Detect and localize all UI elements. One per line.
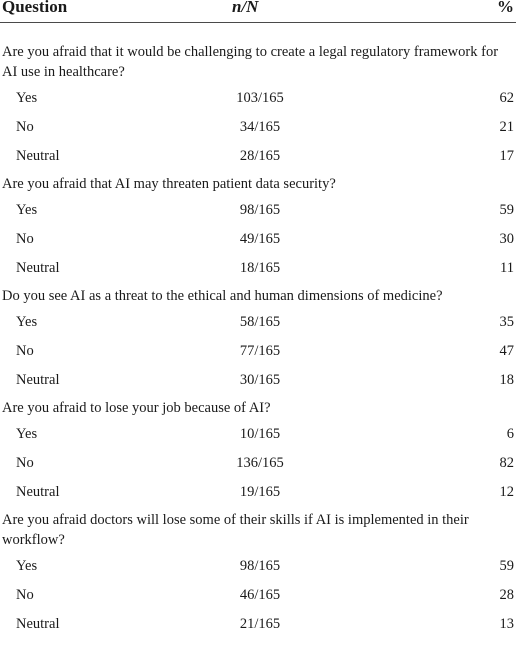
answer-label: Yes xyxy=(16,202,38,218)
question-row: Are you afraid that AI may threaten patient data security? xyxy=(2,176,336,192)
count-cell: 34/165 xyxy=(239,119,281,135)
answer-label: Yes xyxy=(16,314,38,330)
answer-label: Neutral xyxy=(16,616,60,632)
table-row xyxy=(0,421,516,450)
answer-label: No xyxy=(16,119,34,135)
count-cell: 18/165 xyxy=(239,260,281,276)
count-cell: 77/165 xyxy=(239,343,281,359)
percent-cell: 59 xyxy=(499,202,514,218)
table-row xyxy=(0,611,516,640)
header-question: Question xyxy=(2,0,68,16)
count-cell: 98/165 xyxy=(239,558,281,574)
percent-cell: 17 xyxy=(499,148,514,164)
question-row: Are you afraid to lose your job because of AI? xyxy=(2,400,271,416)
table-row xyxy=(0,582,516,611)
count-cell: 28/165 xyxy=(239,148,281,164)
count-cell: 10/165 xyxy=(239,426,281,442)
count-cell: 58/165 xyxy=(239,314,281,330)
header-percent: % xyxy=(497,0,514,16)
table-row xyxy=(0,338,516,367)
table-row xyxy=(0,226,516,255)
percent-cell: 59 xyxy=(499,558,514,574)
percent-cell: 35 xyxy=(499,314,514,330)
question-row: Do you see AI as a threat to the ethical and human dimensions of medicine? xyxy=(2,288,443,304)
question-row: Are you afraid doctors will lose some of their skills if AI is implemented in their workflow? xyxy=(2,512,469,548)
answer-label: Yes xyxy=(16,558,38,574)
answer-label: Yes xyxy=(16,426,38,442)
answer-label: No xyxy=(16,455,34,471)
count-cell: 136/165 xyxy=(236,455,284,471)
count-cell: 21/165 xyxy=(239,616,281,632)
answer-label: Neutral xyxy=(16,372,60,388)
percent-cell: 82 xyxy=(499,455,514,471)
table-row xyxy=(0,309,516,338)
table-row xyxy=(0,367,516,396)
count-cell: 19/165 xyxy=(239,484,281,500)
table-row xyxy=(0,114,516,143)
percent-cell: 30 xyxy=(499,231,514,247)
table-row xyxy=(0,553,516,582)
answer-label: Neutral xyxy=(16,148,60,164)
count-cell: 30/165 xyxy=(239,372,281,388)
answer-label: Neutral xyxy=(16,484,60,500)
header-n-over-n: n/N xyxy=(232,0,259,16)
count-cell: 98/165 xyxy=(239,202,281,218)
percent-cell: 12 xyxy=(499,484,514,500)
table-row xyxy=(0,143,516,172)
count-cell: 46/165 xyxy=(239,587,281,603)
table-row xyxy=(0,450,516,479)
count-cell: 103/165 xyxy=(236,90,284,106)
question-row: Are you afraid that it would be challenging to create a legal regulatory framework for AI use in healthcare? xyxy=(2,44,499,80)
answer-label: Neutral xyxy=(16,260,60,276)
table-row xyxy=(0,85,516,114)
answer-label: No xyxy=(16,587,34,603)
percent-cell: 6 xyxy=(506,426,514,442)
answer-label: Yes xyxy=(16,90,38,106)
answer-label: No xyxy=(16,231,34,247)
table-row xyxy=(0,479,516,508)
percent-cell: 13 xyxy=(499,616,514,632)
percent-cell: 47 xyxy=(499,343,514,359)
percent-cell: 21 xyxy=(499,119,514,135)
table-row xyxy=(0,197,516,226)
percent-cell: 11 xyxy=(500,260,514,276)
count-cell: 49/165 xyxy=(239,231,281,247)
percent-cell: 28 xyxy=(499,587,514,603)
answer-label: No xyxy=(16,343,34,359)
percent-cell: 62 xyxy=(499,90,514,106)
percent-cell: 18 xyxy=(499,372,514,388)
table-header xyxy=(0,0,516,23)
table-row xyxy=(0,255,516,284)
